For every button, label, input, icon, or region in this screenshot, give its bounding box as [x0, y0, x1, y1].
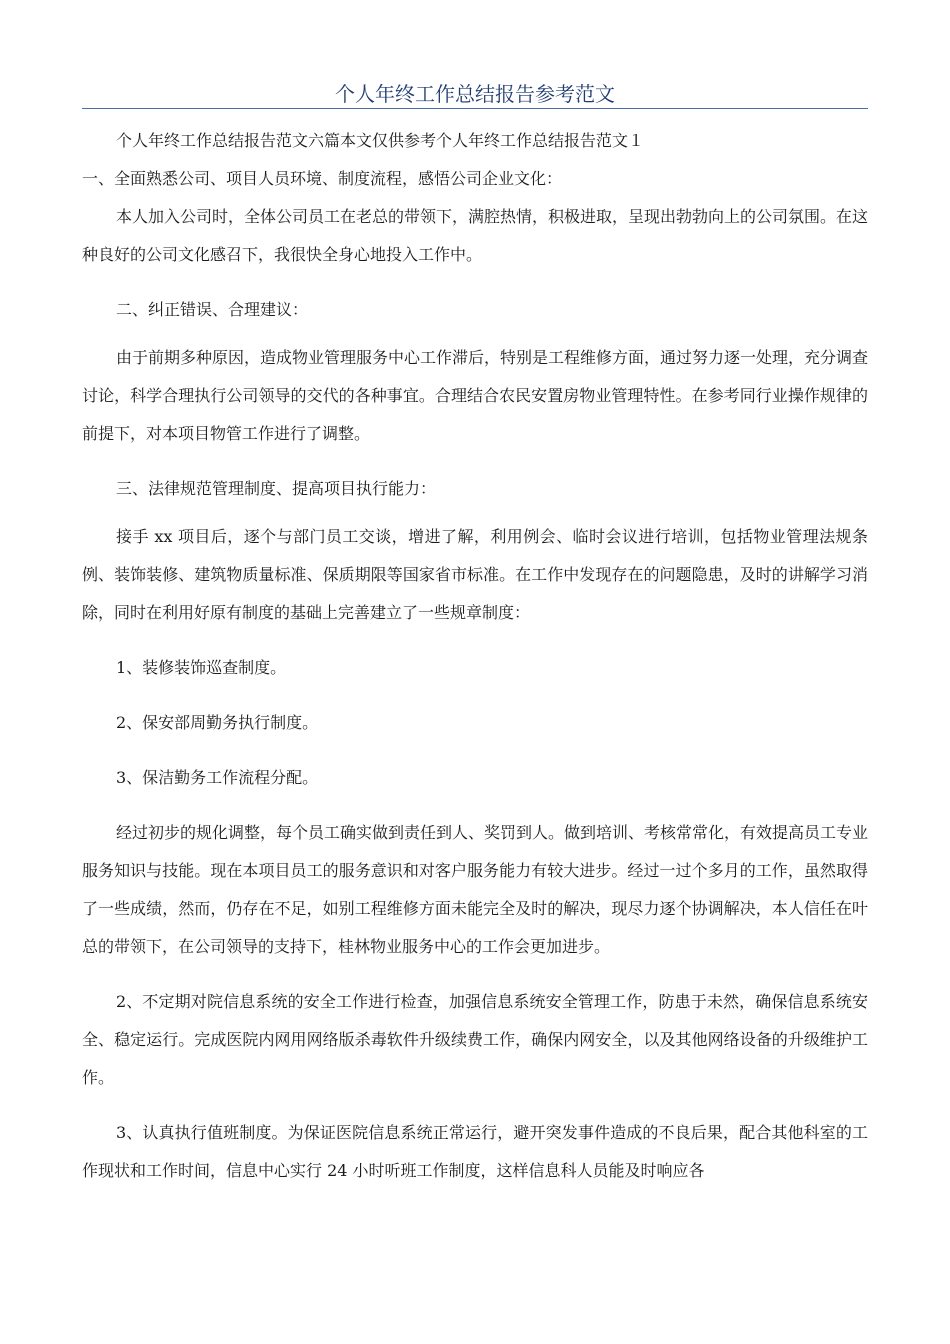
rule-item-1: 1、装修装饰巡查制度。 [116, 658, 287, 677]
section-3-body: 接手 xx 项目后，逐个与部门员工交谈，增进了解，利用例会、临时会议进行培训，包括物业管理法规条例、装饰装修、建筑物质量标准、保质期限等国家省市标准。在工作中发现存在的问题隐患，及时的讲解学习消除，同时在利用好原有制度的基础上完善建立了一些规章制度： [82, 527, 868, 622]
intro-paragraph: 个人年终工作总结报告范文六篇本文仅供参考个人年终工作总结报告范文１ [116, 131, 645, 150]
item-2-paragraph: 2、不定期对院信息系统的安全工作进行检查，加强信息系统安全管理工作，防患于未然，确保信息系统安全、稳定运行。完成医院内网用网络版杀毒软件升级续费工作，确保内网安全，以及其他网络设备的升级维护工作。 [82, 992, 868, 1087]
section-2-body: 由于前期多种原因，造成物业管理服务中心工作滞后，特别是工程维修方面，通过努力逐一处理，充分调查讨论，科学合理执行公司领导的交代的各种事宜。合理结合农民安置房物业管理特性。在参考同行业操作规律的前提下，对本项目物管工作进行了调整。 [82, 348, 869, 443]
section-1-heading: 一、全面熟悉公司、项目人员环境、制度流程，感悟公司企业文化： [82, 169, 563, 188]
document-title: 个人年终工作总结报告参考范文 [335, 82, 615, 106]
section-2-heading: 二、纠正错误、合理建议： [116, 300, 309, 319]
document-body [82, 122, 868, 1190]
title-divider [82, 108, 868, 109]
section-3-heading: 三、法律规范管理制度、提高项目执行能力： [116, 479, 437, 498]
section-1-body: 本人加入公司时，全体公司员工在老总的带领下，满腔热情，积极进取，呈现出勃勃向上的公司氛围。在这种良好的公司文化感召下，我很快全身心地投入工作中。 [82, 207, 869, 264]
rule-item-2: 2、保安部周勤务执行制度。 [116, 713, 319, 732]
rule-item-3: 3、保洁勤务工作流程分配。 [116, 768, 319, 787]
item-3-paragraph: 3、认真执行值班制度。为保证医院信息系统正常运行，避开突发事件造成的不良后果，配合其他科室的工作现状和工作时间，信息中心实行 24 小时听班工作制度，这样信息科人员能及时响应各 [82, 1123, 868, 1180]
summary-paragraph: 经过初步的规化调整，每个员工确实做到责任到人、奖罚到人。做到培训、考核常常化，有效提高员工专业服务知识与技能。现在本项目员工的服务意识和对客户服务能力有较大进步。经过一过个多月的工作，虽然取得了一些成绩，然而，仍存在不足，如别工程维修方面未能完全及时的解决，现尽力逐个协调解决，本人信任在叶总的带领下，在公司领导的支持下，桂林物业服务中心的工作会更加进步。 [82, 823, 869, 956]
